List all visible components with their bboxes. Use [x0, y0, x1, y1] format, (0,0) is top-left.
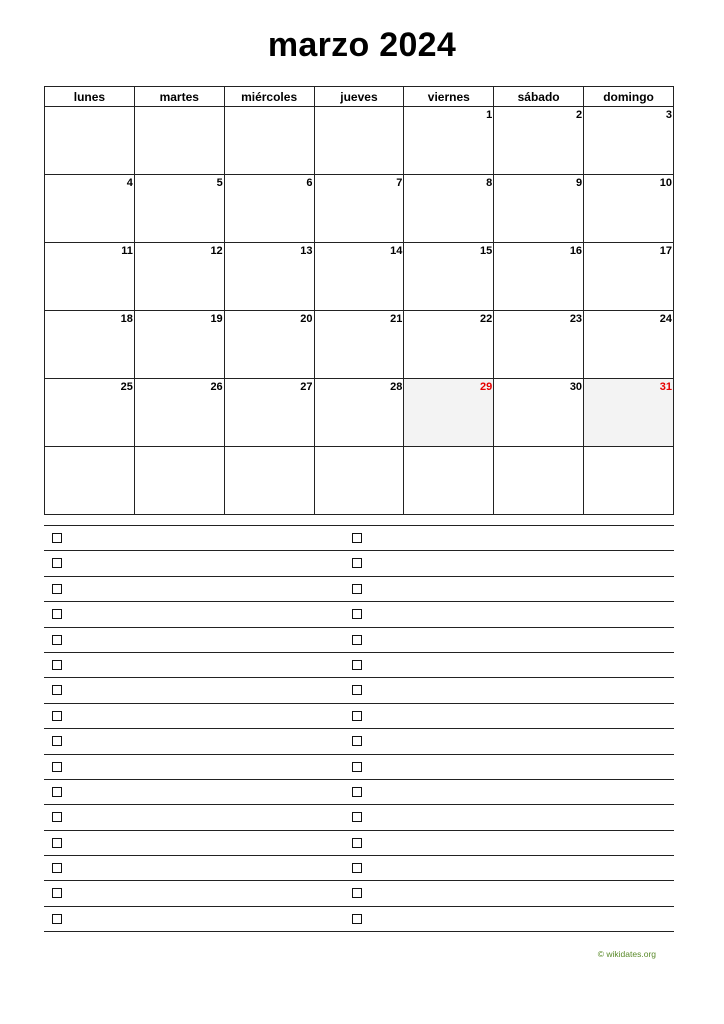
- task-row: [44, 704, 674, 729]
- day-number: 28: [390, 381, 403, 393]
- day-number: 18: [120, 313, 133, 325]
- task-checkbox[interactable]: [352, 838, 362, 848]
- task-checkbox[interactable]: [52, 660, 62, 670]
- weekday-header: viernes: [404, 87, 494, 107]
- weekday-header: miércoles: [224, 87, 314, 107]
- task-row: [44, 856, 674, 881]
- day-number: 29: [479, 381, 493, 393]
- day-number: 4: [126, 177, 133, 189]
- day-number: 12: [210, 245, 223, 257]
- task-row: [44, 678, 674, 703]
- day-number: 16: [569, 245, 583, 257]
- calendar-week-row: [45, 243, 674, 311]
- day-cell[interactable]: [584, 311, 674, 379]
- empty-day-cell[interactable]: [314, 447, 404, 515]
- empty-day-cell[interactable]: [224, 447, 314, 515]
- day-number: 14: [390, 245, 403, 257]
- task-row: [44, 551, 674, 576]
- day-number: 9: [575, 177, 583, 189]
- task-checkbox[interactable]: [52, 863, 62, 873]
- day-number: [225, 447, 314, 449]
- day-cell[interactable]: [134, 175, 224, 243]
- task-checkbox[interactable]: [52, 609, 62, 619]
- task-checkbox[interactable]: [52, 736, 62, 746]
- day-number: 6: [306, 177, 313, 189]
- calendar-week-row: [45, 107, 674, 175]
- day-cell[interactable]: [314, 379, 404, 447]
- calendar-week-row: [45, 447, 674, 515]
- empty-day-cell[interactable]: [314, 107, 404, 175]
- day-cell[interactable]: [224, 175, 314, 243]
- day-cell[interactable]: [584, 107, 674, 175]
- day-number: [494, 447, 583, 449]
- empty-day-cell[interactable]: [45, 107, 135, 175]
- day-cell[interactable]: [224, 311, 314, 379]
- day-number: 2: [575, 109, 583, 121]
- day-cell[interactable]: [494, 107, 584, 175]
- calendar-grid: [44, 86, 674, 515]
- day-cell[interactable]: [45, 379, 135, 447]
- task-checkbox[interactable]: [352, 711, 362, 721]
- day-cell[interactable]: [404, 311, 494, 379]
- day-number: [315, 447, 404, 449]
- task-checkbox[interactable]: [352, 660, 362, 670]
- day-number: 22: [479, 313, 493, 325]
- weekday-header: martes: [134, 87, 224, 107]
- weekday-header: jueves: [314, 87, 404, 107]
- day-cell[interactable]: [584, 379, 674, 447]
- day-number: [584, 447, 673, 449]
- weekday-header: lunes: [45, 87, 135, 107]
- day-cell[interactable]: [314, 243, 404, 311]
- calendar-week-row: [45, 379, 674, 447]
- weekday-header: sábado: [494, 87, 584, 107]
- task-checkbox[interactable]: [52, 711, 62, 721]
- calendar-title: marzo 2024: [267, 26, 457, 64]
- task-checkbox[interactable]: [352, 609, 362, 619]
- task-row: [44, 526, 674, 551]
- day-cell[interactable]: [494, 243, 584, 311]
- task-list: [44, 525, 674, 932]
- day-cell[interactable]: [494, 311, 584, 379]
- day-number: 3: [665, 109, 672, 121]
- task-checkbox[interactable]: [352, 914, 362, 924]
- task-checkbox[interactable]: [352, 787, 362, 797]
- day-number: [45, 107, 134, 109]
- day-cell[interactable]: [45, 175, 135, 243]
- day-number: [315, 107, 404, 109]
- task-row: [44, 602, 674, 627]
- day-number: [45, 447, 134, 449]
- empty-day-cell[interactable]: [134, 107, 224, 175]
- day-number: 15: [479, 245, 493, 257]
- day-number: 26: [210, 381, 223, 393]
- day-cell[interactable]: [494, 175, 584, 243]
- day-number: 25: [120, 381, 133, 393]
- empty-day-cell[interactable]: [404, 447, 494, 515]
- task-checkbox[interactable]: [52, 635, 62, 645]
- day-number: 1: [486, 109, 493, 121]
- task-checkbox[interactable]: [352, 812, 362, 822]
- task-checkbox[interactable]: [52, 914, 62, 924]
- task-row: [44, 755, 674, 780]
- day-cell[interactable]: [224, 243, 314, 311]
- task-checkbox[interactable]: [52, 558, 62, 568]
- weekday-header-row: [45, 87, 674, 107]
- day-number: 11: [121, 245, 133, 257]
- task-checkbox[interactable]: [52, 584, 62, 594]
- task-checkbox[interactable]: [352, 584, 362, 594]
- day-cell[interactable]: [134, 311, 224, 379]
- task-row: [44, 805, 674, 830]
- task-checkbox[interactable]: [352, 736, 362, 746]
- day-cell[interactable]: [134, 243, 224, 311]
- day-number: 21: [390, 313, 403, 325]
- empty-day-cell[interactable]: [224, 107, 314, 175]
- day-number: 5: [216, 177, 223, 189]
- task-checkbox[interactable]: [52, 762, 62, 772]
- day-cell[interactable]: [45, 243, 135, 311]
- day-cell[interactable]: [404, 379, 494, 447]
- day-cell[interactable]: [404, 243, 494, 311]
- day-number: 8: [486, 177, 493, 189]
- empty-day-cell[interactable]: [134, 447, 224, 515]
- day-cell[interactable]: [584, 243, 674, 311]
- empty-day-cell[interactable]: [494, 447, 584, 515]
- day-number: 30: [569, 381, 583, 393]
- task-checkbox[interactable]: [352, 888, 362, 898]
- task-row: [44, 729, 674, 754]
- day-number: [404, 447, 493, 449]
- day-cell[interactable]: [134, 379, 224, 447]
- day-cell[interactable]: [224, 379, 314, 447]
- day-number: 31: [659, 381, 672, 393]
- day-number: 17: [659, 245, 672, 257]
- day-cell[interactable]: [494, 379, 584, 447]
- day-number: 23: [569, 313, 583, 325]
- day-cell[interactable]: [45, 311, 135, 379]
- day-number: 13: [300, 245, 313, 257]
- calendar-week-row: [45, 311, 674, 379]
- task-checkbox[interactable]: [52, 685, 62, 695]
- day-cell[interactable]: [404, 175, 494, 243]
- day-number: 10: [659, 177, 672, 189]
- empty-day-cell[interactable]: [45, 447, 135, 515]
- day-number: 19: [210, 313, 223, 325]
- task-checkbox[interactable]: [52, 533, 62, 543]
- empty-day-cell[interactable]: [584, 447, 674, 515]
- task-checkbox[interactable]: [52, 838, 62, 848]
- task-checkbox[interactable]: [352, 863, 362, 873]
- task-row: [44, 653, 674, 678]
- task-checkbox[interactable]: [352, 558, 362, 568]
- day-cell[interactable]: [584, 175, 674, 243]
- task-checkbox[interactable]: [352, 762, 362, 772]
- day-number: [135, 107, 224, 109]
- day-number: [135, 447, 224, 449]
- day-number: 20: [300, 313, 313, 325]
- task-row: [44, 628, 674, 653]
- day-number: 24: [659, 313, 672, 325]
- task-row: [44, 780, 674, 805]
- day-number: 7: [396, 177, 403, 189]
- task-row: [44, 577, 674, 602]
- calendar-week-row: [45, 175, 674, 243]
- day-cell[interactable]: [314, 311, 404, 379]
- weekday-header: domingo: [584, 87, 674, 107]
- task-checkbox[interactable]: [352, 533, 362, 543]
- task-checkbox[interactable]: [352, 635, 362, 645]
- task-checkbox[interactable]: [52, 888, 62, 898]
- task-row: [44, 881, 674, 906]
- task-row: [44, 907, 674, 932]
- task-checkbox[interactable]: [352, 685, 362, 695]
- task-checkbox[interactable]: [52, 787, 62, 797]
- calendar-body: [45, 107, 674, 515]
- credit-text: © wikidates.org: [597, 949, 656, 959]
- day-cell[interactable]: [404, 107, 494, 175]
- task-checkbox[interactable]: [52, 812, 62, 822]
- task-row: [44, 831, 674, 856]
- day-number: [225, 107, 314, 109]
- day-number: 27: [300, 381, 313, 393]
- day-cell[interactable]: [314, 175, 404, 243]
